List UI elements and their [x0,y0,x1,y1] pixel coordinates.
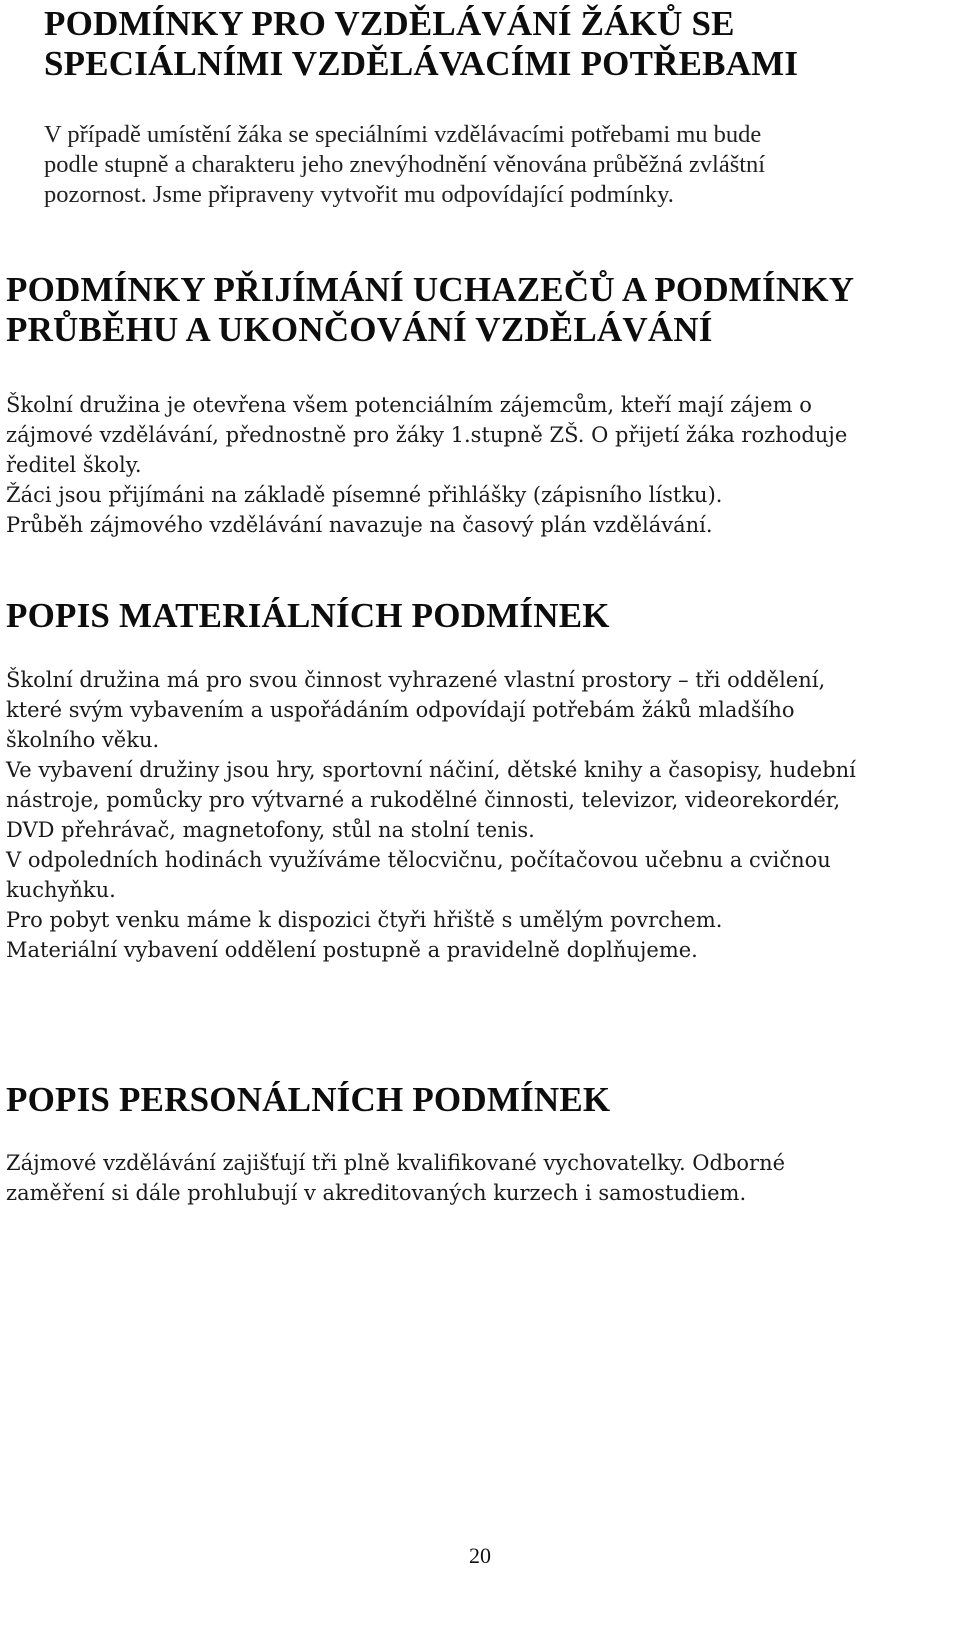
section-paragraph-special-needs [44,120,765,210]
heading-line: SPECIÁLNÍMI VZDĚLÁVACÍMI POTŘEBAMI [44,44,799,83]
paragraph-line: Materiální vybavení oddělení postupně a pravidelně doplňujeme. [6,938,698,962]
section-paragraph-personnel [6,1148,785,1208]
paragraph-line: V případě umístění žáka se speciálními vzdělávacími potřebami mu bude [44,121,762,148]
section-heading-material [6,596,610,636]
heading-line: POPIS PERSONÁLNÍCH PODMÍNEK [6,1080,611,1119]
paragraph-line: ředitel školy. [6,453,142,477]
paragraph-line: nástroje, pomůcky pro výtvarné a rukodělné činnosti, televizor, videorekordér, [6,788,841,812]
heading-line: POPIS MATERIÁLNÍCH PODMÍNEK [6,596,610,635]
section-heading-admission [6,270,854,350]
section-paragraph-admission [6,390,847,540]
section-heading-personnel [6,1080,610,1120]
paragraph-line: Školní družina je otevřena všem potenciálním zájemcům, kteří mají zájem o [6,393,812,417]
paragraph-line: DVD přehrávač, magnetofony, stůl na stolní tenis. [6,818,535,842]
heading-line: PODMÍNKY PRO VZDĚLÁVÁNÍ ŽÁKŮ SE [44,4,735,43]
page-number: 20 [469,1543,491,1568]
heading-line: PODMÍNKY PŘIJÍMÁNÍ UCHAZEČŮ A PODMÍNKY [6,270,855,309]
paragraph-line: Průběh zájmového vzdělávání navazuje na časový plán vzdělávání. [6,513,713,537]
paragraph-line: V odpoledních hodinách využíváme tělocvičnu, počítačovou učebnu a cvičnou [6,848,831,872]
paragraph-line: Školní družina má pro svou činnost vyhrazené vlastní prostory – tři oddělení, [6,668,826,692]
paragraph-line: Pro pobyt venku máme k dispozici čtyři hřiště s umělým povrchem. [6,908,723,932]
paragraph-line: Ve vybavení družiny jsou hry, sportovní náčiní, dětské knihy a časopisy, hudební [6,758,856,782]
paragraph-line: které svým vybavením a uspořádáním odpovídají potřebám žáků mladšího [6,698,795,722]
heading-line: PRŮBĚHU A UKONČOVÁNÍ VZDĚLÁVÁNÍ [6,310,713,349]
paragraph-line: zaměření si dále prohlubují v akreditovaných kurzech i samostudiem. [6,1181,747,1205]
paragraph-line: podle stupně a charakteru jeho znevýhodnění věnována průběžná zvláštní [44,151,766,178]
paragraph-line: pozornost. Jsme připraveny vytvořit mu odpovídající podmínky. [44,181,674,208]
section-heading-special-needs [44,4,798,84]
paragraph-line: kuchyňku. [6,878,116,902]
paragraph-line: Zájmové vzdělávání zajišťují tři plně kvalifikované vychovatelky. Odborné [6,1151,786,1175]
paragraph-line: školního věku. [6,728,160,752]
paragraph-line: Žáci jsou přijímáni na základě písemné přihlášky (zápisního lístku). [6,483,723,507]
paragraph-line: zájmové vzdělávání, přednostně pro žáky 1.stupně ZŠ. O přijetí žáka rozhoduje [6,423,848,447]
section-paragraph-material [6,665,856,965]
